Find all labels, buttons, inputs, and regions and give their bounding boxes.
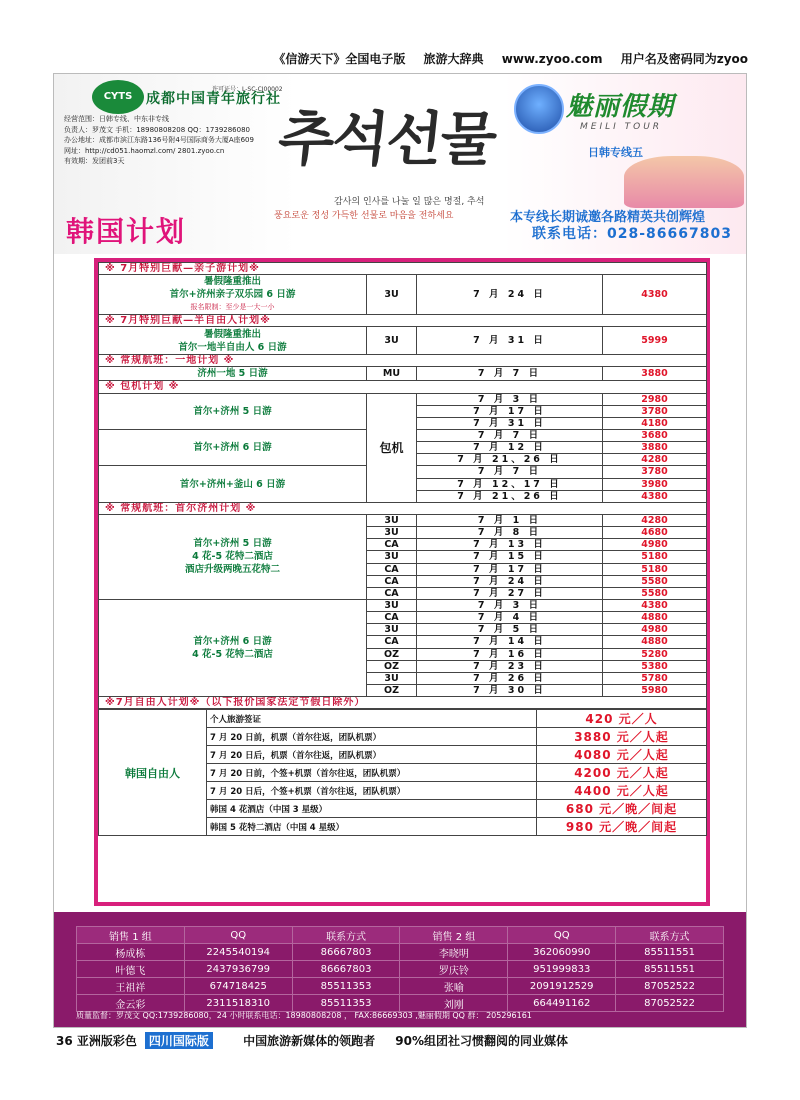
price-cell: 5180 [603,551,707,563]
price-cell: 4880 [603,612,707,624]
table-row [99,599,707,611]
price-cell: 4380 [603,599,707,611]
column-header: QQ [508,927,616,944]
price-cell: 4180 [603,417,707,429]
date-cell: 7 月 7 日 [417,429,603,441]
item-cell: 韩国 5 花特二酒店（中国 4 星级） [207,818,537,836]
price-cell: 3880 [603,367,707,381]
airline-cell: MU [367,367,417,381]
promo-text: 暑假隆重推出 [203,276,261,288]
airline-cell: OZ [367,648,417,660]
date-cell: 7 月 31 日 [417,327,603,355]
footer-slogan: 中国旅游新媒体的领跑者 [243,1034,376,1048]
contact-cell: 金云彩 [77,995,185,1012]
date-cell: 7 月 31 日 [417,417,603,429]
price-cell: 5380 [603,660,707,672]
price-cell: 4980 [603,624,707,636]
date-cell: 7 月 23 日 [417,660,603,672]
route-hotel: 4 花-5 花特二酒店 [192,649,273,661]
price-cell: 4280 [603,454,707,466]
brand-english: MEILI TOUR [580,122,663,132]
column-header: QQ [184,927,292,944]
contact-phone: 联系电话：028-86667803 [532,226,732,242]
line-label: 日韩专线五 [588,146,643,159]
price-cell: 420 元／人 [537,710,707,728]
license-number: 许可证号：L-SC-CJ00002 [212,86,283,93]
contact-cell: 85511353 [292,995,400,1012]
contact-cell: 2311518310 [184,995,292,1012]
route-name: 首尔+济州 5 日游 [193,538,272,550]
airline-cell: 3U [367,327,417,355]
section-header [99,315,707,327]
contact-cell: 85511551 [616,961,724,978]
section-title: ※ 7月特别巨献—半自由人计划※ [99,315,707,327]
date-cell: 7 月 3 日 [417,599,603,611]
section-header [99,381,707,393]
route-name: 首尔+济州+釜山 6 日游 [99,466,367,502]
price-cell: 4400 元／人起 [537,782,707,800]
contact-cell: 2245540194 [184,944,292,961]
contact-cell: 87052522 [616,978,724,995]
section-header [99,263,707,275]
section-header [99,697,707,709]
table-row [99,327,707,355]
ad-header [54,74,746,254]
price-cell: 4680 [603,527,707,539]
couple-photo-icon [624,156,744,208]
brand-name: 魅丽假期 [566,92,675,122]
charter-label: 包机 [367,393,417,502]
date-cell: 7 月 21、26 日 [417,454,603,466]
date-cell: 7 月 3 日 [417,393,603,405]
date-cell: 7 月 16 日 [417,648,603,660]
date-cell: 7 月 24 日 [417,575,603,587]
price-cell: 4380 [603,275,707,315]
agency-info [64,114,254,167]
book-name: 旅游大辞典 [423,52,484,66]
table-row [99,367,707,381]
price-cell: 4880 [603,636,707,648]
airline-cell: CA [367,563,417,575]
price-cell: 5980 [603,684,707,696]
korean-calligraphy: 추석선물 [274,105,499,173]
sales-contact-table [76,926,724,1012]
date-cell: 7 月 4 日 [417,612,603,624]
table-row [77,995,724,1012]
section-header [99,502,707,514]
date-cell: 7 月 8 日 [417,527,603,539]
column-header: 联系方式 [616,927,724,944]
price-cell: 3780 [603,405,707,417]
contact-cell: 叶德飞 [77,961,185,978]
info-line: 经营范围：日韩专线、中东非专线 [64,115,169,123]
page-number: 36 亚洲版彩色 [56,1034,137,1048]
price-cell: 3780 [603,466,707,478]
korean-caption-2: 풍요로운 정성 가득한 선물로 마음을 전하세요 [274,211,454,221]
section-title: ※ 7月特别巨献—亲子游计划※ [99,263,707,275]
brand-logo [514,84,724,144]
price-cell: 4280 [603,514,707,526]
price-cell: 4200 元／人起 [537,764,707,782]
date-cell: 7 月 7 日 [417,466,603,478]
route-cell [99,599,367,696]
airline-cell: 3U [367,551,417,563]
column-header: 销售 2 组 [400,927,508,944]
contact-cell: 86667803 [292,944,400,961]
section-title: ※ 常规航班：首尔济州计划 ※ [99,502,707,514]
price-cell: 980 元／晚／间起 [537,818,707,836]
contact-cell: 87052522 [616,995,724,1012]
route-cell [99,514,367,599]
login-hint: 用户名及密码同为zyoo [620,52,748,66]
publication-name: 《信游天下》全国电子版 [273,52,406,66]
info-line: 负责人：罗茂文 手机：18980808208 QQ：1739286080 [64,125,250,134]
airline-cell: 3U [367,672,417,684]
date-cell: 7 月 27 日 [417,587,603,599]
airline-cell: CA [367,636,417,648]
airline-cell: OZ [367,660,417,672]
brand-globe-icon [514,84,564,134]
contact-cell: 664491162 [508,995,616,1012]
table-row [77,944,724,961]
contact-cell: 杨成栋 [77,944,185,961]
airline-cell: CA [367,612,417,624]
free-plan-name: 韩国自由人 [99,710,207,836]
airline-cell: 3U [367,527,417,539]
section-header [99,355,707,367]
price-cell: 4980 [603,539,707,551]
ad-page [53,73,747,1028]
route-note: 报名限制：至少是一大一小 [190,303,275,312]
date-cell: 7 月 12、17 日 [417,478,603,490]
korean-caption: 감사의 인사를 나눌 일 많은 명절, 추석 [334,197,485,207]
section-title: ※ 常规航班：一地计划 ※ [99,355,707,367]
price-cell: 680 元／晚／间起 [537,800,707,818]
airline-cell: CA [367,587,417,599]
route-cell [99,327,367,355]
airline-cell: OZ [367,684,417,696]
table-row [77,961,724,978]
table-header-row [77,927,724,944]
info-line: 网址：http://cd051.haomzl.com/ 2801.zyoo.cn [64,146,225,155]
date-cell: 7 月 13 日 [417,539,603,551]
date-cell: 7 月 26 日 [417,672,603,684]
price-cell: 5999 [603,327,707,355]
price-cell: 3980 [603,478,707,490]
date-cell: 7 月 12 日 [417,442,603,454]
airline-cell: 3U [367,514,417,526]
page-title: 韩国计划 [66,215,187,248]
section-title: ※ 包机计划 ※ [99,381,707,393]
date-cell: 7 月 24 日 [417,275,603,315]
quality-supervision: 质量监督：罗茂文 QQ:1739286080，24 小时联系电话：18980808208 ， FAX:86669303 ,魅丽假期 QQ 群： 205296161 [76,1011,532,1020]
airline-cell: 3U [367,599,417,611]
route-name: 济州一地 5 日游 [99,367,367,381]
contact-cell: 674718425 [184,978,292,995]
item-cell: 7 月 20 日前，个签+机票（首尔往返，团队机票） [207,764,537,782]
website-link[interactable]: www.zyoo.com [501,52,603,66]
date-cell: 7 月 30 日 [417,684,603,696]
agency-logo-icon: CYTS [92,80,144,114]
free-travel-table [98,709,707,836]
contact-cell: 李晓明 [400,944,508,961]
contact-cell: 2091912529 [508,978,616,995]
route-hotel: 4 花-5 花特二酒店 [192,551,273,563]
contact-cell: 951999833 [508,961,616,978]
route-upgrade: 酒店升级两晚五花特二 [184,564,280,576]
date-cell: 7 月 14 日 [417,636,603,648]
page-footer [56,1032,756,1052]
price-cell: 4080 元／人起 [537,746,707,764]
table-row [99,393,707,405]
recruit-slogan: 本专线长期诚邀各路精英共创辉煌 [510,210,706,225]
airline-cell: CA [367,575,417,587]
airline-cell: CA [367,539,417,551]
item-cell: 韩国 4 花酒店（中国 3 星级） [207,800,537,818]
contact-cell: 张喻 [400,978,508,995]
price-cell: 5280 [603,648,707,660]
price-cell: 3680 [603,429,707,441]
price-cell: 5580 [603,575,707,587]
airline-cell: 3U [367,275,417,315]
contact-cell: 王祖祥 [77,978,185,995]
price-cell: 3880 [603,442,707,454]
table-row [99,710,707,728]
contact-cell: 刘刚 [400,995,508,1012]
price-cell: 5580 [603,587,707,599]
contact-cell: 85511551 [616,944,724,961]
contact-footer [54,912,746,1028]
item-cell: 7 月 20 日前，机票（首尔往返，团队机票） [207,728,537,746]
info-line: 办公地址：成都市滨江东路136号附4号国际商务大厦A座609 [64,136,254,144]
contact-cell: 2437936799 [184,961,292,978]
table-row [77,978,724,995]
item-cell: 个人旅游签证 [207,710,537,728]
route-name: 首尔+济州 6 日游 [193,636,272,648]
schedule-table [98,262,707,709]
price-cell: 5780 [603,672,707,684]
column-header: 联系方式 [292,927,400,944]
route-name: 首尔+济州亲子双乐园 6 日游 [169,289,296,301]
contact-cell: 85511353 [292,978,400,995]
date-cell: 7 月 5 日 [417,624,603,636]
date-cell: 7 月 1 日 [417,514,603,526]
top-banner [0,50,800,72]
edition-tag: 四川国际版 [145,1032,213,1049]
table-row [99,514,707,526]
column-header: 销售 1 组 [77,927,185,944]
item-cell: 7 月 20 日后，个签+机票（首尔往返，团队机票） [207,782,537,800]
route-name: 首尔+济州 6 日游 [99,429,367,465]
section-title: ※7月自由人计划※（以下报价国家法定节假日除外） [99,697,707,709]
footer-slogan-2: 90%组团社习惯翻阅的同业媒体 [395,1034,569,1048]
price-cell: 2980 [603,393,707,405]
route-name: 首尔+济州 5 日游 [99,393,367,429]
date-cell: 7 月 7 日 [417,367,603,381]
date-cell: 7 月 17 日 [417,405,603,417]
item-cell: 7 月 20 日后，机票（首尔往返，团队机票） [207,746,537,764]
promo-text: 暑假隆重推出 [203,328,261,340]
contact-cell: 362060990 [508,944,616,961]
route-cell [99,275,367,315]
schedule-box [94,258,710,906]
date-cell: 7 月 15 日 [417,551,603,563]
price-cell: 3880 元／人起 [537,728,707,746]
date-cell: 7 月 17 日 [417,563,603,575]
info-line: 有效期：发团前3天 [64,157,125,165]
airline-cell: 3U [367,624,417,636]
date-cell: 7 月 21、26 日 [417,490,603,502]
table-row [99,275,707,315]
price-cell: 5180 [603,563,707,575]
price-cell: 4380 [603,490,707,502]
route-name: 首尔一地半自由人 6 日游 [178,341,287,353]
agency-name: 成都中国青年旅行社 [146,91,281,107]
contact-cell: 罗庆铃 [400,961,508,978]
contact-cell: 86667803 [292,961,400,978]
